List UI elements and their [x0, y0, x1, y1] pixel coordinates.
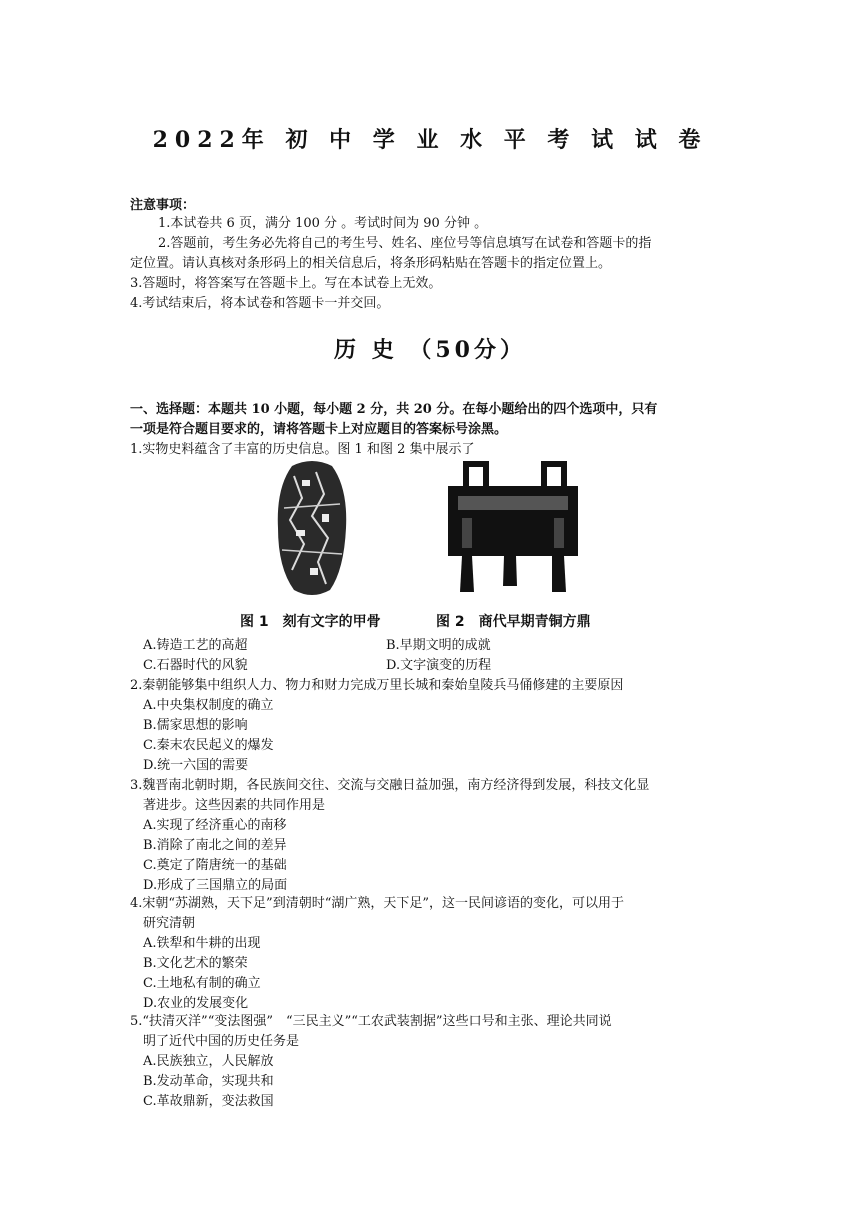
q3-option-c: C.奠定了隋唐统一的基础	[143, 858, 287, 873]
question-5-stem-1: 5.“扶清灭洋”“变法图强” “三民主义”“工农武装割据”这些口号和主张、理论共同说	[130, 1014, 612, 1029]
q1-option-c: C.石器时代的风貌	[143, 658, 248, 673]
q5-option-c: C.革故鼎新，变法救国	[143, 1094, 274, 1109]
question-4-stem-1: 4.宋朝“苏湖熟，天下足”到清朝时“湖广熟，天下足”，这一民间谚语的变化，可以用于	[130, 896, 624, 911]
question-2-stem: 2.秦朝能够集中组织人力、物力和财力完成万里长城和秦始皇陵兵马俑修建的主要原因	[130, 678, 624, 693]
q1-option-b: B.早期文明的成就	[386, 638, 491, 653]
section-instructions-line-2: 一项是符合题目要求的，请将答题卡上对应题目的答案标号涂黑。	[130, 422, 508, 437]
question-3-stem-1: 3.魏晋南北朝时期，各民族间交往、交流与交融日益加强，南方经济得到发展，科技文化显	[130, 778, 650, 793]
q1-option-a: A.铸造工艺的高超	[143, 638, 248, 653]
question-5-stem-2: 明了近代中国的历史任务是	[143, 1034, 300, 1049]
figure-1-caption: 图 1 刻有文字的甲骨	[240, 614, 381, 630]
oracle-bone-figure	[272, 458, 352, 598]
section-instructions-line-1: 一、选择题：本题共 10 小题，每小题 2 分，共 20 分。在每小题给出的四个选项中，只有	[130, 402, 658, 417]
figure-2-caption: 图 2 商代早期青铜方鼎	[436, 614, 591, 630]
bronze-ding-figure	[432, 458, 592, 598]
q2-option-d: D.统一六国的需要	[143, 758, 249, 773]
q3-option-b: B.消除了南北之间的差异	[143, 838, 287, 853]
q3-option-d: D.形成了三国鼎立的局面	[143, 878, 288, 893]
q4-option-d: D.农业的发展变化	[143, 996, 249, 1011]
note-line-2a: 2.答题前，考生务必先将自己的考生号、姓名、座位号等信息填写在试卷和答题卡的指	[158, 236, 652, 251]
note-line-4: 4.考试结束后，将本试卷和答题卡一并交回。	[130, 296, 390, 311]
q1-option-d: D.文字演变的历程	[386, 658, 492, 673]
q4-option-c: C.土地私有制的确立	[143, 976, 261, 991]
question-1-stem: 1.实物史料蕴含了丰富的历史信息。图 1 和图 2 集中展示了	[130, 442, 475, 457]
note-line-3: 3.答题时，将答案写在答题卡上。写在本试卷上无效。	[130, 276, 442, 291]
q2-option-a: A.中央集权制度的确立	[143, 698, 274, 713]
notes-heading: 注意事项：	[130, 198, 196, 213]
question-4-stem-2: 研究清朝	[143, 916, 196, 931]
q5-option-a: A.民族独立，人民解放	[143, 1054, 274, 1069]
q2-option-c: C.秦末农民起义的爆发	[143, 738, 274, 753]
exam-title: 2022年 初 中 学 业 水 平 考 试 试 卷	[152, 127, 708, 153]
subject-title: 历 史 （50分）	[334, 337, 526, 363]
note-line-2b: 定位置。请认真核对条形码上的相关信息后，将条形码粘贴在答题卡的指定位置上。	[130, 256, 612, 271]
q2-option-b: B.儒家思想的影响	[143, 718, 248, 733]
q4-option-a: A.铁犁和牛耕的出现	[143, 936, 261, 951]
q3-option-a: A.实现了经济重心的南移	[143, 818, 287, 833]
q4-option-b: B.文化艺术的繁荣	[143, 956, 248, 971]
q5-option-b: B.发动革命，实现共和	[143, 1074, 274, 1089]
note-line-1: 1.本试卷共 6 页，满分 100 分 。考试时间为 90 分钟 。	[158, 216, 488, 231]
question-3-stem-2: 著进步。这些因素的共同作用是	[143, 798, 326, 813]
